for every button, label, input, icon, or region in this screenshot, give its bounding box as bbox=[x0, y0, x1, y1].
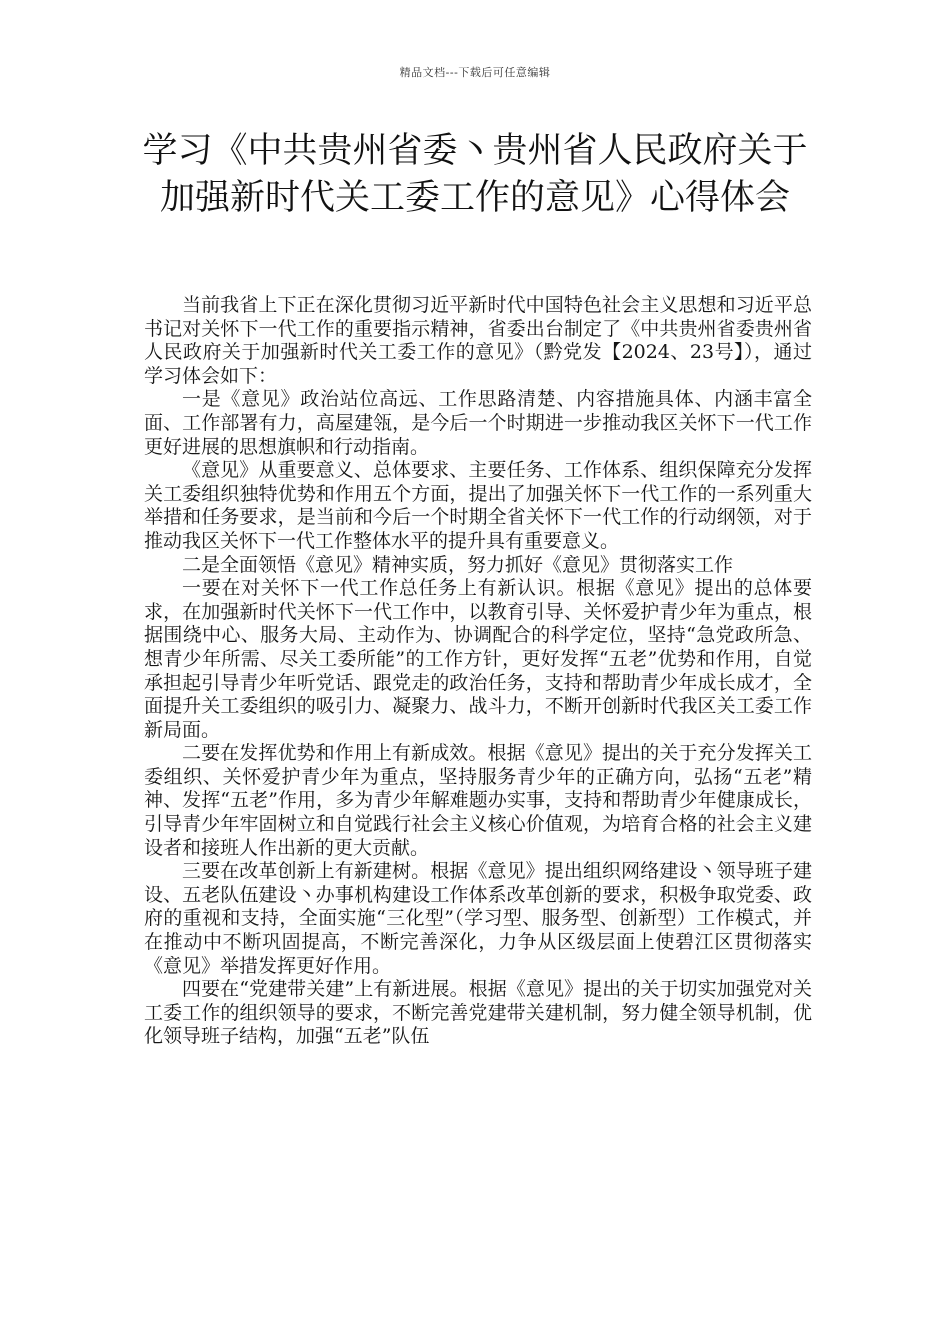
paragraph-point-one: 一是《意见》政治站位高远、工作思路清楚、内容措施具体、内涵丰富全面、工作部署有力，高屋建瓴，是今后一个时期进一步推动我区关怀下一代工作更好进展的思想旗帜和行动指南。 bbox=[144, 388, 812, 458]
document-title: 学习《中共贵州省委丶贵州省人民政府关于加强新时代关工委工作的意见》心得体会 bbox=[142, 131, 808, 218]
paragraph-intro: 当前我省上下正在深化贯彻习近平新时代中国特色社会主义思想和习近平总书记对关怀下一代工作的重要指示精神，省委出台制定了《中共贵州省委贵州省人民政府关于加强新时代关工委工作的意见》（黔党发【2024、23号】），通过学习体会如下： bbox=[144, 294, 812, 387]
paragraph-requirement-four: 四要在“党建带关建”上有新进展。根据《意见》提出的关于切实加强党对关工委工作的组织领导的要求，不断完善党建带关建机制，努力健全领导机制，优化领导班子结构，加强“五老”队伍 bbox=[144, 978, 812, 1048]
paragraph-requirement-one: 一要在对关怀下一代工作总任务上有新认识。根据《意见》提出的总体要求，在加强新时代关怀下一代工作中，以教育引导、关怀爱护青少年为重点，根据围绕中心、服务大局、主动作为、协调配合的科学定位，坚持“急党政所急、想青少年所需、尽关工委所能”的工作方针，更好发挥“五老”优势和作用，自觉承担起引导青少年听党话、跟党走的政治任务，支持和帮助青少年成长成才，全面提升关工委组织的吸引力、凝聚力、战斗力，不断开创新时代我区关工委工作新局面。 bbox=[144, 577, 812, 741]
paragraph-point-two-heading: 二是全面领悟《意见》精神实质，努力抓好《意见》贯彻落实工作 bbox=[182, 553, 734, 576]
header-note: 精品文档---下载后可任意编辑 bbox=[399, 66, 551, 79]
document-body bbox=[144, 294, 812, 1049]
paragraph-requirement-three: 三要在改革创新上有新建树。根据《意见》提出组织网络建设丶领导班子建设、五老队伍建设丶办事机构建设工作体系改革创新的要求，积极争取党委、政府的重视和支持，全面实施“三化型”（学习型、服务型、创新型）工作模式，并在推动中不断巩固提高，不断完善深化，力争从区级层面上使碧江区贯彻落实《意见》举措发挥更好作用。 bbox=[144, 860, 812, 977]
paragraph-requirement-two: 二要在发挥优势和作用上有新成效。根据《意见》提出的关于充分发挥关工委组织、关怀爱护青少年为重点，坚持服务青少年的正确方向，弘扬“五老”精神、发挥“五老”作用，多为青少年解难题办实事，支持和帮助青少年健康成长，引导青少年牢固树立和自觉践行社会主义核心价值观，为培育合格的社会主义建设者和接班人作出新的更大贡献。 bbox=[144, 742, 812, 859]
paragraph-opinion-overview: 《意见》从重要意义、总体要求、主要任务、工作体系、组织保障充分发挥关工委组织独特优势和作用五个方面，提出了加强关怀下一代工作的一系列重大举措和任务要求，是当前和今后一个时期全省关怀下一代工作的行动纲领，对于推动我区关怀下一代工作整体水平的提升具有重要意义。 bbox=[144, 459, 812, 552]
